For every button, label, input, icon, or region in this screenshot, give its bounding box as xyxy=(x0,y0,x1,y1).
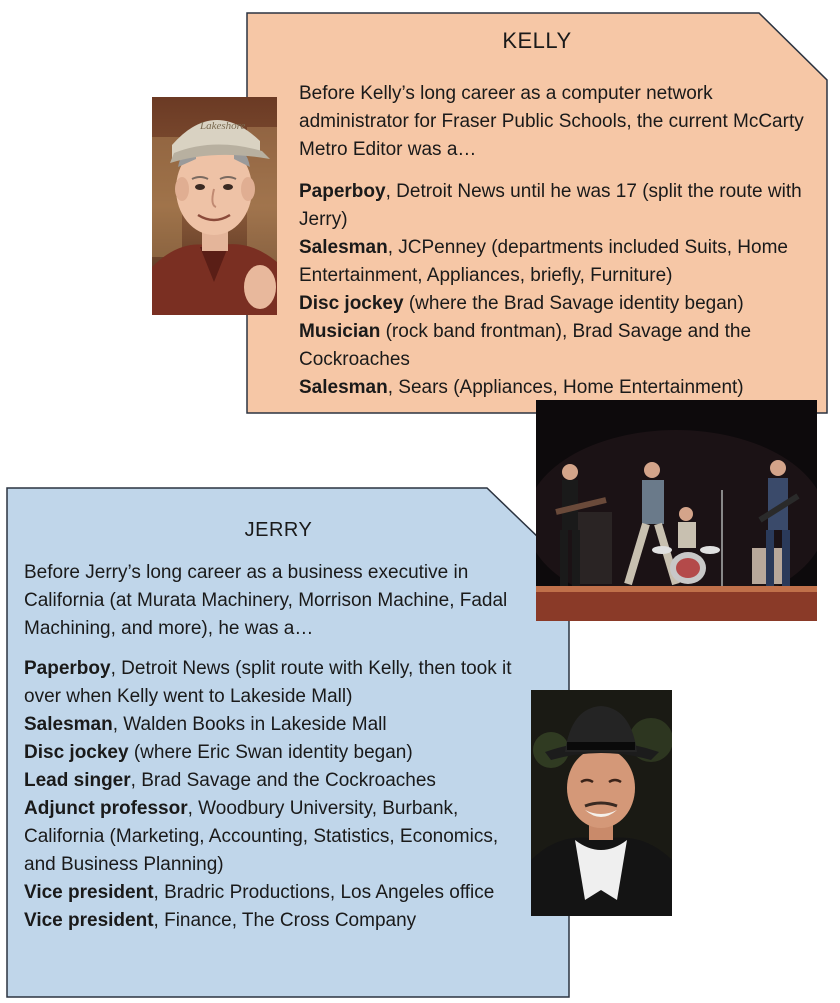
kelly-job-list xyxy=(299,178,817,402)
jerry-intro: Before Jerry’s long career as a business executive in California (at Murata Machinery, Morrison Machine, Fadal Machining, and more), he was a… xyxy=(24,562,508,639)
job-role: Paperboy xyxy=(299,181,386,202)
list-item xyxy=(24,907,524,935)
job-detail: , Detroit News until he was 17 (split the route with Jerry) xyxy=(299,181,802,230)
job-role: Disc jockey xyxy=(299,293,404,314)
job-detail: , Finance, The Cross Company xyxy=(153,910,417,931)
job-role: Vice president xyxy=(24,882,154,903)
job-detail: , Bradric Productions, Los Angeles office xyxy=(153,882,495,903)
list-item xyxy=(24,795,524,879)
list-item xyxy=(24,767,524,795)
job-detail: (where Eric Swan identity began) xyxy=(128,742,413,763)
list-item xyxy=(299,178,817,234)
list-item xyxy=(299,318,817,374)
jerry-title: JERRY xyxy=(244,519,313,541)
job-role: Paperboy xyxy=(24,658,111,679)
list-item xyxy=(299,234,817,290)
svg-text:Lakeshore: Lakeshore xyxy=(200,120,246,132)
kelly-card xyxy=(246,12,828,414)
job-detail: , Sears (Appliances, Home Entertainment) xyxy=(387,377,744,398)
list-item xyxy=(24,655,524,711)
job-role: Disc jockey xyxy=(24,742,129,763)
job-role: Vice president xyxy=(24,910,154,931)
job-role: Salesman xyxy=(299,237,388,258)
list-item xyxy=(299,374,817,402)
job-detail: (where the Brad Savage identity began) xyxy=(403,293,744,314)
job-detail: , Brad Savage and the Cockroaches xyxy=(130,770,436,791)
kelly-intro: Before Kelly’s long career as a computer network administrator for Fraser Public Schools, the current McCarty Metro Editor was a… xyxy=(299,83,804,160)
jerry-job-list xyxy=(24,655,524,935)
job-role: Musician xyxy=(299,321,381,342)
job-role: Lead singer xyxy=(24,770,131,791)
list-item xyxy=(24,711,524,739)
list-item xyxy=(299,290,817,318)
job-detail: (rock band frontman), Brad Savage and the Cockroaches xyxy=(299,321,752,370)
list-item xyxy=(24,879,524,907)
jerry-photo xyxy=(531,690,672,916)
job-role: Salesman xyxy=(299,377,388,398)
job-detail: , Detroit News (split route with Kelly, then took it over when Kelly went to Lakeside Mall) xyxy=(24,658,512,707)
job-role: Salesman xyxy=(24,714,113,735)
band-photo xyxy=(536,400,817,621)
job-detail: , Walden Books in Lakeside Mall xyxy=(112,714,387,735)
list-item xyxy=(24,739,524,767)
job-detail: , Woodbury University, Burbank, California (Marketing, Accounting, Statistics, Economics, and Business Planning) xyxy=(24,798,499,875)
job-detail: , JCPenney (departments included Suits, Home Entertainment, Appliances, briefly, Furniture) xyxy=(299,237,788,286)
jerry-card xyxy=(6,487,570,999)
kelly-title: KELLY xyxy=(502,28,572,53)
job-role: Adjunct professor xyxy=(24,798,188,819)
kelly-photo xyxy=(152,97,277,315)
